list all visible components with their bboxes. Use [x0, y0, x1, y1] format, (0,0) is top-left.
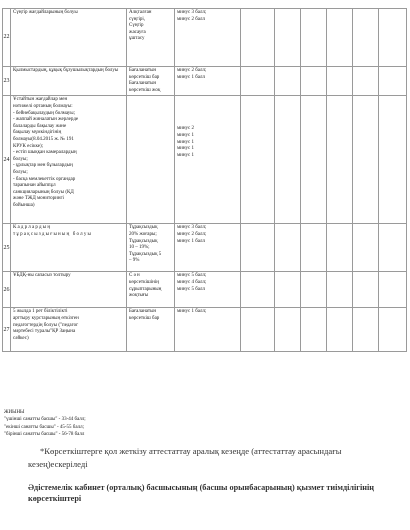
- criterion-line: Ұстайтын жағдайлар мен: [13, 97, 68, 103]
- indicator-line: ұштасу: [129, 36, 145, 42]
- score-line: минус 2 балл: [177, 16, 206, 22]
- table-row: [3, 224, 407, 272]
- empty-cell: [301, 67, 327, 96]
- score-line: минус 2 балл;: [177, 68, 207, 73]
- criterion-line: бойынша): [13, 202, 35, 208]
- empty-cell: [379, 67, 407, 96]
- empty-cell: [275, 308, 301, 352]
- empty-cell: [353, 308, 379, 352]
- table-row: [3, 67, 407, 96]
- table-row: [3, 96, 407, 224]
- criterion-line: - естіп шыққан камералардың: [13, 150, 77, 156]
- score-line: минус 1: [177, 139, 194, 145]
- empty-cell: [327, 224, 353, 272]
- indicator-line: 10 – 19%;: [129, 245, 150, 251]
- criterion-line: нәтижелі ортаның болмауы:: [13, 103, 73, 109]
- score-line: минус 3 балл;: [177, 225, 207, 231]
- criterion-line: бақылау мүмкіндігінің: [13, 130, 62, 136]
- empty-cell: [379, 9, 407, 67]
- empty-cell: [327, 308, 353, 352]
- empty-cell: [379, 224, 407, 272]
- criterion-line: - басқа мемлекеттік органдар: [13, 176, 76, 182]
- indicator-line: Тұрақсыздық 5: [129, 251, 162, 257]
- indicator-line: көрсеткіш бар: [129, 74, 160, 80]
- indicator-line: Тұрақсыздық: [129, 225, 158, 231]
- score-cell: [175, 9, 241, 67]
- criterion-line: - бейнебақылаудың болмауы;: [13, 110, 76, 116]
- indicator-line: сүңгірі,: [129, 16, 145, 22]
- criterion-line: сәйкес): [13, 335, 29, 341]
- empty-cell: [353, 67, 379, 96]
- indicator-line: Алқталған: [129, 10, 152, 15]
- row-number: 26: [3, 272, 11, 308]
- empty-cell: [327, 67, 353, 96]
- row-number: 22: [3, 9, 11, 67]
- criterion-cell: [11, 224, 127, 272]
- empty-cell: [327, 272, 353, 308]
- totals-line-first: "бірінші санатты басшы" - 56-78 балл: [4, 432, 85, 438]
- criterion-line: балаларды бақылау және: [13, 123, 67, 129]
- empty-cell: [353, 272, 379, 308]
- indicator-cell: [127, 224, 175, 272]
- criterion-cell: [11, 96, 127, 224]
- score-line: минус 4 балл;: [177, 279, 207, 285]
- score-line: минус 1 балл: [177, 74, 206, 80]
- indicator-line: С ә н: [129, 273, 140, 279]
- indicator-line: көрсеткішінің: [129, 279, 159, 285]
- criterion-line: болуы;: [13, 169, 28, 175]
- criterion-cell: [11, 9, 127, 67]
- totals-title: ЖИЫНЫ: [4, 410, 25, 415]
- criterion-line: педагогтердің болуы ("педагог: [13, 322, 79, 328]
- row-number: 24: [3, 96, 11, 224]
- score-line: минус 3 балл;: [177, 10, 207, 15]
- empty-cell: [241, 224, 275, 272]
- empty-cell: [379, 96, 407, 224]
- score-line: минус 1 балл: [177, 238, 206, 244]
- empty-cell: [327, 96, 353, 224]
- totals-line-second: "екінші санатты басшы" - 45-55 балл;: [4, 424, 84, 430]
- empty-cell: [241, 96, 275, 224]
- criterion-line: ҰБДҚ-ны сапасыз толтыру: [13, 273, 71, 279]
- empty-cell: [275, 67, 301, 96]
- empty-cell: [241, 9, 275, 67]
- criterion-line: Кадрлардың: [13, 225, 52, 231]
- totals-block: [4, 409, 404, 439]
- indicator-cell: [127, 96, 175, 224]
- indicator-line: жоқтығы: [129, 293, 149, 299]
- empty-cell: [301, 224, 327, 272]
- row-number: 27: [3, 308, 11, 352]
- score-cell: [175, 272, 241, 308]
- score-line: минус 5 балл;: [177, 273, 207, 279]
- criterion-line: 5 жылда 1 рет біліктілікті: [13, 309, 68, 315]
- criterion-line: болуы;: [13, 156, 28, 162]
- criterion-line: - жаппай жиналатын жерлерде: [13, 117, 79, 123]
- indicator-line: жасауға: [129, 29, 146, 35]
- empty-cell: [241, 272, 275, 308]
- score-line: минус 1: [177, 146, 194, 152]
- table-row: [3, 9, 407, 67]
- indicator-line: көрсеткіш бар: [129, 315, 160, 321]
- criterion-line: мәртебесі туралы"ҚР Заңына: [13, 329, 76, 335]
- indicator-line: көрсеткіш жоқ: [129, 87, 161, 93]
- score-line: минус 1: [177, 152, 194, 158]
- criterion-line: арттыру курстарының өткізген: [13, 315, 79, 321]
- totals-line-third: "үшінші санатты басшы" - 33-44 балл;: [4, 417, 86, 423]
- score-cell: [175, 67, 241, 96]
- indicator-line: сұрыптарының: [129, 286, 162, 292]
- row-number: 23: [3, 67, 11, 96]
- table-row: [3, 272, 407, 308]
- criterion-line: Қылмыстардың, құқық бұзушылықтардың болуы: [13, 68, 119, 73]
- empty-cell: [301, 308, 327, 352]
- criterion-line: тұрақсыздығының болуы: [13, 231, 93, 237]
- criterion-line: КРУК есікке);: [13, 143, 44, 149]
- score-line: минус 1 балл;: [177, 309, 207, 315]
- indicator-line: Бағаланатын: [129, 309, 157, 315]
- section-heading: Әдістемелік кабинет (орталық) басшысының (басшы орынбасарының) қызмет тиімділігінің көрсеткіштері: [28, 483, 374, 503]
- empty-cell: [301, 96, 327, 224]
- indicator-line: – 9%: [129, 258, 140, 264]
- score-cell: [175, 224, 241, 272]
- indicator-cell: [127, 67, 175, 96]
- empty-cell: [275, 224, 301, 272]
- empty-cell: [379, 308, 407, 352]
- evaluation-table: [2, 8, 407, 352]
- empty-cell: [275, 9, 301, 67]
- criterion-cell: [11, 272, 127, 308]
- score-line: минус 1: [177, 132, 194, 138]
- indicator-line: 20% жоғары;: [129, 231, 157, 237]
- indicator-line: Бағаланатын: [129, 68, 157, 73]
- score-line: минус 2: [177, 126, 194, 132]
- indicator-cell: [127, 272, 175, 308]
- row-number: 25: [3, 224, 11, 272]
- criterion-line: және ТЖД мониторингі: [13, 196, 64, 202]
- footnote: [28, 445, 398, 470]
- criterion-line: тарапынан айыппұл: [13, 183, 56, 189]
- empty-cell: [379, 272, 407, 308]
- score-cell: [175, 96, 241, 224]
- footnote-text: *Көрсеткіштерге қол жеткізу аттестаттау аралық кезеңде (аттестаттау арасындағы кезең)ескеріледі: [28, 446, 342, 469]
- indicator-line: Бағаланатын: [129, 81, 157, 87]
- criterion-line: санкцияларының болуы (ҚД: [13, 189, 74, 195]
- criterion-line: болмауы(8.04.2015 ж. № 191: [13, 136, 74, 142]
- indicator-line: Тұрақсыздық: [129, 238, 158, 244]
- empty-cell: [241, 67, 275, 96]
- empty-cell: [301, 9, 327, 67]
- empty-cell: [241, 308, 275, 352]
- empty-cell: [353, 96, 379, 224]
- empty-cell: [275, 96, 301, 224]
- score-line: минус 5 балл: [177, 286, 206, 292]
- criterion-cell: [11, 308, 127, 352]
- indicator-cell: [127, 308, 175, 352]
- table-row: [3, 308, 407, 352]
- indicator-line: Сүңгір: [129, 23, 144, 29]
- empty-cell: [327, 9, 353, 67]
- indicator-cell: [127, 9, 175, 67]
- criterion-cell: [11, 67, 127, 96]
- score-line: минус 2 балл;: [177, 231, 207, 237]
- score-cell: [175, 308, 241, 352]
- empty-cell: [275, 272, 301, 308]
- empty-cell: [301, 272, 327, 308]
- empty-cell: [353, 224, 379, 272]
- empty-cell: [353, 9, 379, 67]
- criterion-line: - ұрлықтар мен бұзылардың: [13, 163, 73, 169]
- criterion-line: Сүңгір жағдайларының болуы: [13, 10, 78, 15]
